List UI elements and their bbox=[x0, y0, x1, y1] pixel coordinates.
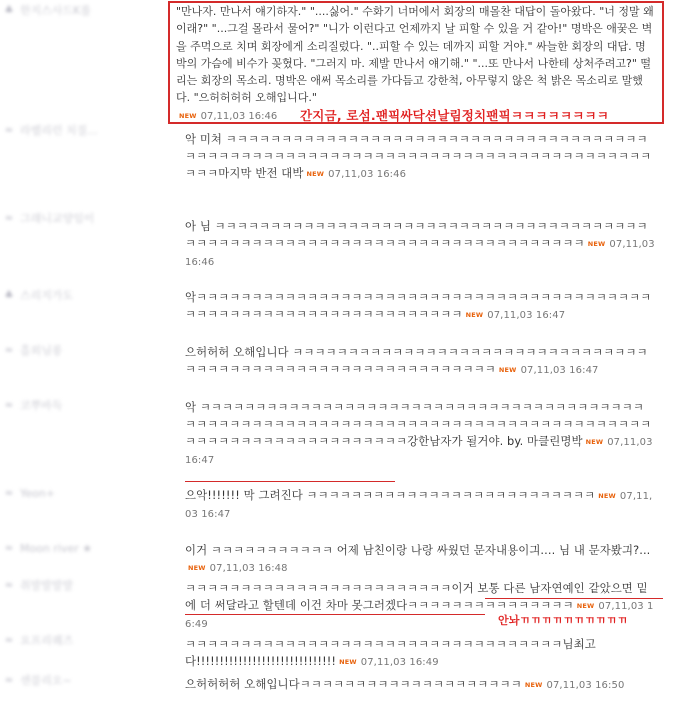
user-item[interactable] bbox=[4, 120, 98, 140]
user-status-icon: ≈ bbox=[4, 399, 14, 411]
comment-item bbox=[185, 399, 655, 469]
red-underline bbox=[185, 614, 485, 615]
comment-date: 07,11,03 16:47 bbox=[185, 491, 653, 520]
user-status-icon: ≈ bbox=[4, 344, 14, 356]
comment-date: 07,11,03 16:48 bbox=[209, 563, 288, 574]
user-name: Moon river ★ bbox=[20, 541, 93, 555]
user-name: Yeon+ bbox=[20, 486, 55, 500]
new-badge: NEW bbox=[585, 438, 604, 446]
user-status-icon: ♣ bbox=[4, 289, 14, 301]
new-badge: NEW bbox=[188, 564, 206, 572]
comment-date: 07,11,03 16:49 bbox=[360, 657, 439, 668]
user-name: 그래니교양임이 bbox=[20, 212, 95, 225]
red-underline bbox=[485, 598, 663, 599]
user-status-icon: ≈ bbox=[4, 542, 14, 554]
user-name: 센블리오~ bbox=[20, 674, 72, 687]
user-name: 스리지가도 bbox=[20, 289, 74, 302]
comment-text: 으악!!!!!!! 막 그려진다 ㅋㅋㅋㅋㅋㅋㅋㅋㅋㅋㅋㅋㅋㅋㅋㅋㅋㅋㅋㅋㅋㅋㅋㅋㅋㅋ bbox=[185, 488, 596, 502]
comment-text: ㅋㅋㅋㅋㅋㅋㅋㅋㅋㅋㅋㅋㅋㅋㅋㅋㅋㅋㅋㅋㅋㅋㅋㅋㅋㅋㅋㅋㅋㅋㅋㅋㅋㅋ님최고다!!!!!!!!!!!!!!!!!!!!!!!!!!!!!! bbox=[185, 637, 596, 668]
user-item[interactable] bbox=[4, 340, 63, 360]
user-item[interactable] bbox=[4, 483, 55, 503]
comment-item bbox=[185, 636, 655, 671]
new-badge: NEW bbox=[587, 240, 606, 248]
user-item[interactable] bbox=[4, 0, 91, 20]
user-item[interactable] bbox=[4, 538, 92, 558]
comment-text: 악 ㅋㅋㅋㅋㅋㅋㅋㅋㅋㅋㅋㅋㅋㅋㅋㅋㅋㅋㅋㅋㅋㅋㅋㅋㅋㅋㅋㅋㅋㅋㅋㅋㅋㅋㅋㅋㅋㅋㅋㅋㅋㅋㅋㅋㅋㅋㅋㅋㅋㅋㅋㅋㅋㅋㅋㅋㅋㅋㅋㅋㅋㅋㅋㅋㅋㅋㅋㅋㅋㅋㅋㅋㅋㅋㅋㅋㅋㅋㅋㅋㅋㅋㅋㅋㅋㅋㅋㅋㅋㅋㅋㅋㅋㅋㅋㅋㅋㅋㅋㅋㅋㅋ강한남자가 될거야. by. 마클린명박 bbox=[185, 400, 652, 448]
comment-text: 악 미쳐 ㅋㅋㅋㅋㅋㅋㅋㅋㅋㅋㅋㅋㅋㅋㅋㅋㅋㅋㅋㅋㅋㅋㅋㅋㅋㅋㅋㅋㅋㅋㅋㅋㅋㅋㅋㅋㅋㅋㅋㅋㅋㅋㅋㅋㅋㅋㅋㅋㅋㅋㅋㅋㅋㅋㅋㅋㅋㅋㅋㅋㅋㅋㅋㅋㅋㅋㅋㅋㅋㅋㅋㅋㅋㅋㅋㅋㅋㅋㅋㅋㅋㅋㅋ마지막 반전 대박 bbox=[185, 132, 652, 180]
new-badge: NEW bbox=[498, 366, 517, 374]
comment-date: 07,11,03 16:46 bbox=[328, 169, 407, 180]
user-status-icon: ≈ bbox=[4, 124, 14, 136]
comment-item bbox=[185, 542, 655, 577]
comment-date: 07,11,03 16:47 bbox=[520, 365, 599, 376]
user-item[interactable] bbox=[4, 630, 73, 650]
comment-date: 07,11,03 16:46 bbox=[185, 239, 655, 268]
user-item[interactable] bbox=[4, 395, 63, 415]
user-name: 흘외님롱 bbox=[20, 344, 63, 357]
user-item[interactable] bbox=[4, 575, 73, 595]
new-badge: NEW bbox=[306, 170, 325, 178]
comment-text: "만나자. 만나서 얘기하자." "....싫어." 수화기 너머에서 회장의 매몰찬 대답이 돌아왔다. "너 정말 왜이래?" "...그걸 몰라서 물어?" "니가 이런다고 언제까지 날 피할 수 있을 거 같아!" 명박은 애꿎은 벽을 주먹으로 치며 회장에게 소리질렀다. "..피할 수 있는 데까지 피할 거야." 싸늘한 회장의 대답. 명박의 가슴에 비수가 꽂혔다. "그러지 마. 제발 만나서 얘기해." "...또 만나서 나한테 상처주려고?" 떨리는 회장의 목소리. 명박은 애써 목소리를 가다듬고 강한척, 아무렇지 않은 척 밝은 목소리로 말했다. "으허허허허 오해입니다." bbox=[176, 5, 654, 105]
comment-item bbox=[185, 289, 655, 324]
comment-date: 07,11,03 16:47 bbox=[487, 310, 566, 321]
new-badge: NEW bbox=[576, 602, 595, 610]
user-name: 한지스사드K롤 bbox=[20, 4, 91, 17]
user-name: 라벨리런 치질... bbox=[20, 124, 98, 137]
comment-text: 으허허허 오해입니다 ㅋㅋㅋㅋㅋㅋㅋㅋㅋㅋㅋㅋㅋㅋㅋㅋㅋㅋㅋㅋㅋㅋㅋㅋㅋㅋㅋㅋㅋㅋㅋㅋㅋㅋㅋㅋㅋㅋㅋㅋㅋㅋㅋㅋㅋㅋㅋㅋㅋㅋㅋㅋㅋㅋㅋㅋㅋㅋㅋㅋ bbox=[185, 345, 648, 376]
new-badge: NEW bbox=[465, 311, 484, 319]
comment-item bbox=[185, 131, 655, 183]
comment-item bbox=[185, 344, 655, 379]
new-badge: NEW bbox=[339, 658, 357, 666]
comment-item bbox=[185, 218, 655, 271]
user-status-icon: ♣ bbox=[4, 4, 14, 16]
comment-item bbox=[185, 676, 655, 694]
user-status-icon: ≈ bbox=[4, 487, 14, 499]
user-item[interactable] bbox=[4, 285, 73, 305]
comment-date: 07,11,03 16:50 bbox=[546, 680, 625, 691]
comment-text: 으허허허허 오해입니다ㅋㅋㅋㅋㅋㅋㅋㅋㅋㅋㅋㅋㅋㅋㅋㅋㅋㅋㅋㅋ bbox=[185, 677, 522, 691]
red-underline bbox=[185, 481, 395, 482]
red-annotation: 안놔ㄲㄲㄲㄲㄲㄲㄲㄲㄲㄲ bbox=[498, 614, 628, 627]
user-status-icon: ≈ bbox=[4, 634, 14, 646]
user-status-icon: ≈ bbox=[4, 579, 14, 591]
comment-date: 07,11,03 16:49 bbox=[185, 601, 654, 630]
comment-text: ㅋㅋㅋㅋㅋㅋㅋㅋㅋㅋㅋㅋㅋㅋㅋㅋㅋㅋㅋㅋㅋㅋㅋㅋ이거 보통 다른 남자연예인 같았으면 밑에 더 써달라고 할텐데 이건 차마 못그러겠다ㅋㅋㅋㅋㅋㅋㅋㅋㅋㅋㅋㅋㅋㅋㅋ bbox=[185, 581, 648, 612]
comment-text: 악ㅋㅋㅋㅋㅋㅋㅋㅋㅋㅋㅋㅋㅋㅋㅋㅋㅋㅋㅋㅋㅋㅋㅋㅋㅋㅋㅋㅋㅋㅋㅋㅋㅋㅋㅋㅋㅋㅋㅋㅋㅋㅋㅋㅋㅋㅋㅋㅋㅋㅋㅋㅋㅋㅋㅋㅋㅋㅋㅋㅋㅋㅋㅋㅋㅋㅋ bbox=[185, 290, 652, 321]
user-item[interactable] bbox=[4, 208, 94, 228]
user-item[interactable] bbox=[4, 670, 72, 690]
comment-date: 07,11,03 16:46 bbox=[200, 110, 278, 122]
comment-item bbox=[185, 487, 655, 523]
user-name: 코뿌바득 bbox=[20, 399, 63, 412]
user-status-icon: ≈ bbox=[4, 212, 14, 224]
user-status-icon: ≈ bbox=[4, 674, 14, 686]
user-name: 취발발발발 bbox=[20, 579, 74, 592]
new-badge: NEW bbox=[598, 492, 616, 500]
user-name: 요프리퀘즈 bbox=[20, 634, 74, 647]
user-list bbox=[0, 0, 170, 701]
comment-text: 아 님 ㅋㅋㅋㅋㅋㅋㅋㅋㅋㅋㅋㅋㅋㅋㅋㅋㅋㅋㅋㅋㅋㅋㅋㅋㅋㅋㅋㅋㅋㅋㅋㅋㅋㅋㅋㅋㅋㅋㅋㅋㅋㅋㅋㅋㅋㅋㅋㅋㅋㅋㅋㅋㅋㅋㅋㅋㅋㅋㅋㅋㅋㅋㅋㅋㅋㅋㅋㅋㅋㅋㅋㅋㅋㅋㅋ bbox=[185, 219, 648, 250]
comment-text: 이거 ㅋㅋㅋㅋㅋㅋㅋㅋㅋㅋㅋ 어제 남친이랑 나랑 싸웠던 문자내용이긔.... 님 내 문자봤긔?... bbox=[185, 543, 651, 557]
red-annotation: 간지금, 로섬.팬픽싸닥션날림정치팬픽ㅋㅋㅋㅋㅋㅋㅋㅋ bbox=[300, 108, 610, 123]
comment-date: 07,11,03 16:47 bbox=[185, 437, 653, 466]
new-badge: NEW bbox=[179, 111, 197, 120]
new-badge: NEW bbox=[524, 681, 543, 689]
